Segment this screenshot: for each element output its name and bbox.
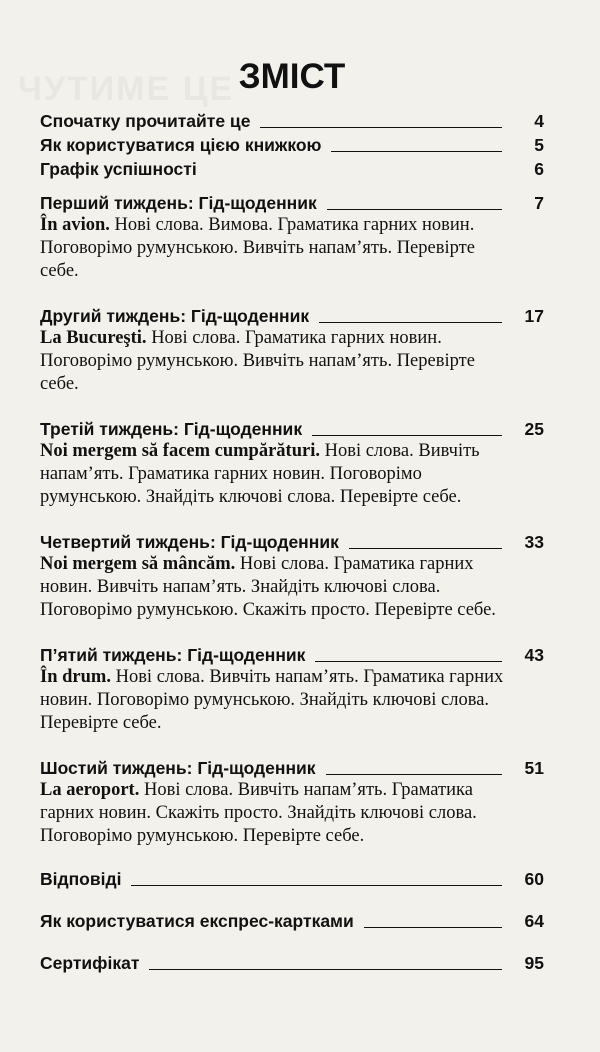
lesson-contents: Нові слова. Граматика гарних новин. Поговорімо румунською. Вивчіть напам’ять. Перевірте себе. (40, 328, 475, 394)
lesson-contents: Нові слова. Вивчіть напам’ять. Граматика гарних новин. Поговорімо румунською. Знайдіть ключові слова. Перевірте себе. (40, 667, 504, 733)
leader-line (131, 884, 502, 886)
toc-entry-page: 17 (524, 306, 544, 326)
leader-line (331, 150, 502, 152)
toc-entry-label: Як користуватися експрес-картками (40, 911, 354, 931)
toc-entry-week-4[interactable] (40, 529, 544, 622)
lesson-title: În avion. (40, 215, 110, 235)
leader-line (260, 126, 502, 128)
toc-entry-page: 60 (524, 869, 544, 889)
toc-entry-week-1[interactable] (40, 190, 544, 283)
toc-entry-certificate[interactable] (40, 950, 544, 974)
toc-entry-week-2[interactable] (40, 303, 544, 396)
lesson-contents: Нові слова. Вивчіть напам’ять. Граматика гарних новин. Скажіть просто. Знайдіть ключові слова. Поговорімо румунською. Перевірте себе. (40, 780, 477, 846)
leader-line (327, 208, 502, 210)
toc-entry-page: 6 (534, 159, 544, 179)
leader-line (349, 547, 502, 549)
toc-entry-page: 33 (524, 532, 544, 552)
toc-entry-description (40, 553, 544, 622)
toc-entry-label: Спочатку прочитайте це (40, 111, 251, 131)
toc-entry-page: 7 (534, 193, 544, 213)
toc-entry-page: 25 (524, 419, 544, 439)
toc-entry-front-0[interactable] (40, 108, 544, 132)
toc-entry-description (40, 214, 544, 283)
toc-entry-page: 51 (524, 758, 544, 778)
toc-entry-label: Графік успішності (40, 159, 197, 179)
toc-entry-front-2[interactable] (40, 156, 544, 180)
toc-entry-page: 4 (534, 111, 544, 131)
toc-entry-label: Четвертий тиждень: Гід-щоденник (40, 532, 339, 552)
leader-line (364, 926, 502, 928)
toc-entry-page: 95 (524, 953, 544, 973)
toc-entry-flashcards[interactable] (40, 908, 544, 932)
toc-entry-label: П’ятий тиждень: Гід-щоденник (40, 645, 306, 665)
toc-entry-label: Другий тиждень: Гід-щоденник (40, 306, 310, 326)
leader-line (315, 660, 502, 662)
toc-entry-label: Як користуватися цією книжкою (40, 135, 322, 155)
toc-entry-description (40, 666, 544, 735)
toc-entry-label: Шостий тиждень: Гід-щоденник (40, 758, 316, 778)
toc-entry-label: Сертифікат (40, 953, 140, 973)
leader-line (149, 968, 502, 970)
toc-entry-description (40, 779, 544, 848)
toc-entry-label: Третій тиждень: Гід-щоденник (40, 419, 303, 439)
lesson-contents: Нові слова. Вимова. Граматика гарних новин. Поговорімо румунською. Вивчіть напам’ять. Перевірте себе. (40, 215, 475, 281)
toc-entry-description (40, 440, 544, 509)
lesson-contents: Нові слова. Вивчіть напам’ять. Граматика гарних новин. Поговорімо румунською. Знайдіть ключові слова. Перевірте себе. (40, 441, 480, 507)
lesson-title: Noi mergem să mâncăm. (40, 554, 236, 574)
toc-entry-label: Відповіді (40, 869, 122, 889)
lesson-contents: Нові слова. Граматика гарних новин. Вивчіть напам’ять. Знайдіть ключові слова. Поговорімо румунською. Скажіть просто. Перевірте себе. (40, 554, 496, 620)
toc-entry-description (40, 327, 544, 396)
leader-line (312, 434, 502, 436)
lesson-title: În drum. (40, 667, 111, 687)
toc-entry-page: 64 (524, 911, 544, 931)
page-title: ЗМІСТ (238, 57, 346, 96)
lesson-title: La aeroport. (40, 780, 140, 800)
toc-entry-answers[interactable] (40, 866, 544, 890)
toc-entry-front-1[interactable] (40, 132, 544, 156)
toc-entry-label: Перший тиждень: Гід-щоденник (40, 193, 317, 213)
toc-entry-page: 43 (524, 645, 544, 665)
lesson-title: La Bucureşti. (40, 328, 147, 348)
leader-line (326, 773, 502, 775)
toc-entry-week-3[interactable] (40, 416, 544, 509)
toc-entry-week-6[interactable] (40, 755, 544, 848)
toc-entry-week-5[interactable] (40, 642, 544, 735)
toc-entry-page: 5 (534, 135, 544, 155)
leader-line (319, 321, 502, 323)
lesson-title: Noi mergem să facem cumpărături. (40, 441, 320, 461)
toc-page (40, 0, 544, 974)
